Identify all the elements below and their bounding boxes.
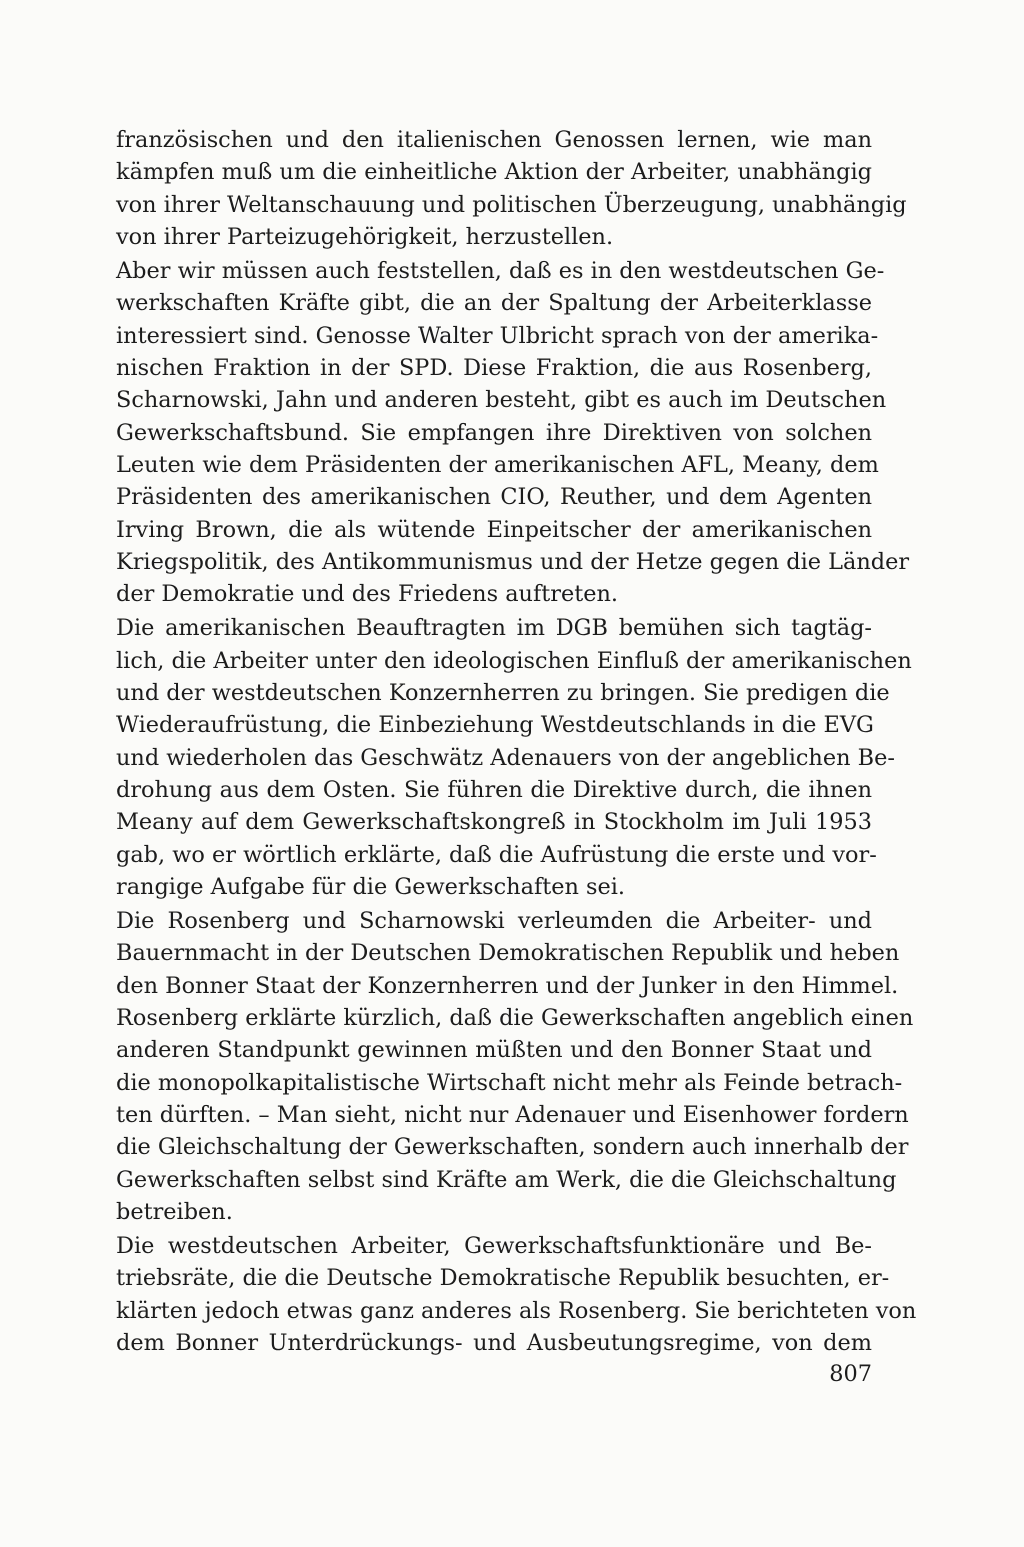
paragraph	[116, 612, 912, 903]
text-line: Wiederaufrüstung, die Einbeziehung Westdeutschlands in die EVG	[116, 712, 874, 739]
body-text	[116, 124, 917, 1361]
text-line: Kriegspolitik, des Antikommunismus und der Hetze gegen die Länder	[116, 548, 910, 575]
paragraph	[116, 1230, 917, 1359]
text-line: Aber wir müssen auch feststellen, daß es in den westdeutschen Ge-	[116, 258, 885, 285]
text-line: Gewerkschaften selbst sind Kräfte am Werk, die die Gleichschaltung	[116, 1166, 897, 1193]
text-line: triebsräte, die die Deutsche Demokratische Republik besuchten, er-	[116, 1265, 890, 1292]
text-line: Präsidenten des amerikanischen CIO, Reuther, und dem Agenten	[116, 484, 872, 511]
text-line: die Gleichschaltung der Gewerkschaften, sondern auch innerhalb der	[116, 1134, 909, 1161]
text-line: und der westdeutschen Konzernherren zu bringen. Sie predigen die	[116, 680, 890, 707]
paragraph	[116, 255, 910, 610]
text-line: Leuten wie dem Präsidenten der amerikanischen AFL, Meany, dem	[116, 451, 879, 478]
text-line: Die westdeutschen Arbeiter, Gewerkschaftsfunktionäre und Be-	[116, 1233, 872, 1260]
text-line: gab, wo er wörtlich erklärte, daß die Aufrüstung die erste und vor-	[116, 841, 877, 868]
text-line: Die Rosenberg und Scharnowski verleumden die Arbeiter- und	[116, 908, 872, 935]
text-line: Irving Brown, die als wütende Einpeitscher der amerikanischen	[116, 516, 872, 543]
paragraph	[116, 905, 914, 1228]
text-line: nischen Fraktion in der SPD. Diese Fraktion, die aus Rosenberg,	[116, 355, 872, 382]
text-line: klärten jedoch etwas ganz anderes als Rosenberg. Sie berichteten von	[116, 1297, 917, 1324]
text-line: rangige Aufgabe für die Gewerkschaften sei.	[116, 873, 626, 900]
text-line: drohung aus dem Osten. Sie führen die Direktive durch, die ihnen	[116, 776, 872, 803]
text-line: Meany auf dem Gewerkschaftskongreß in Stockholm im Juli 1953	[116, 809, 872, 836]
text-line: dem Bonner Unterdrückungs- und Ausbeutungsregime, von dem	[116, 1329, 872, 1356]
text-line: Scharnowski, Jahn und anderen besteht, gibt es auch im Deutschen	[116, 387, 887, 414]
paragraph	[116, 124, 907, 253]
text-line: Die amerikanischen Beauftragten im DGB bemühen sich tagtäg-	[116, 615, 872, 642]
text-line: und wiederholen das Geschwätz Adenauers von der angeblichen Be-	[116, 744, 895, 771]
page-number: 807	[829, 1361, 872, 1387]
text-line: von ihrer Weltanschauung und politischen Überzeugung, unabhängig	[116, 191, 907, 218]
text-line: Bauernmacht in der Deutschen Demokratischen Republik und heben	[116, 940, 900, 967]
text-line: französischen und den italienischen Genossen lernen, wie man	[116, 127, 872, 153]
text-line: kämpfen muß um die einheitliche Aktion der Arbeiter, unabhängig	[116, 159, 872, 186]
text-line: der Demokratie und des Friedens auftreten.	[116, 581, 619, 608]
text-line: anderen Standpunkt gewinnen müßten und den Bonner Staat und	[116, 1037, 872, 1064]
text-line: die monopolkapitalistische Wirtschaft nicht mehr als Feinde betrach-	[116, 1069, 903, 1096]
text-line: werkschaften Kräfte gibt, die an der Spaltung der Arbeiterklasse	[116, 290, 872, 317]
text-line: ten dürften. – Man sieht, nicht nur Adenauer und Eisenhower fordern	[116, 1101, 909, 1128]
text-line: interessiert sind. Genosse Walter Ulbricht sprach von der amerika-	[116, 322, 879, 349]
text-line: den Bonner Staat der Konzernherren und der Junker in den Himmel.	[116, 972, 899, 999]
text-line: von ihrer Parteizugehörigkeit, herzustellen.	[116, 223, 614, 250]
text-line: lich, die Arbeiter unter den ideologischen Einfluß der amerikanischen	[116, 647, 912, 674]
text-line: betreiben.	[116, 1198, 233, 1225]
text-line: Gewerkschaftsbund. Sie empfangen ihre Direktiven von solchen	[116, 419, 872, 446]
text-line: Rosenberg erklärte kürzlich, daß die Gewerkschaften angeblich einen	[116, 1005, 914, 1032]
